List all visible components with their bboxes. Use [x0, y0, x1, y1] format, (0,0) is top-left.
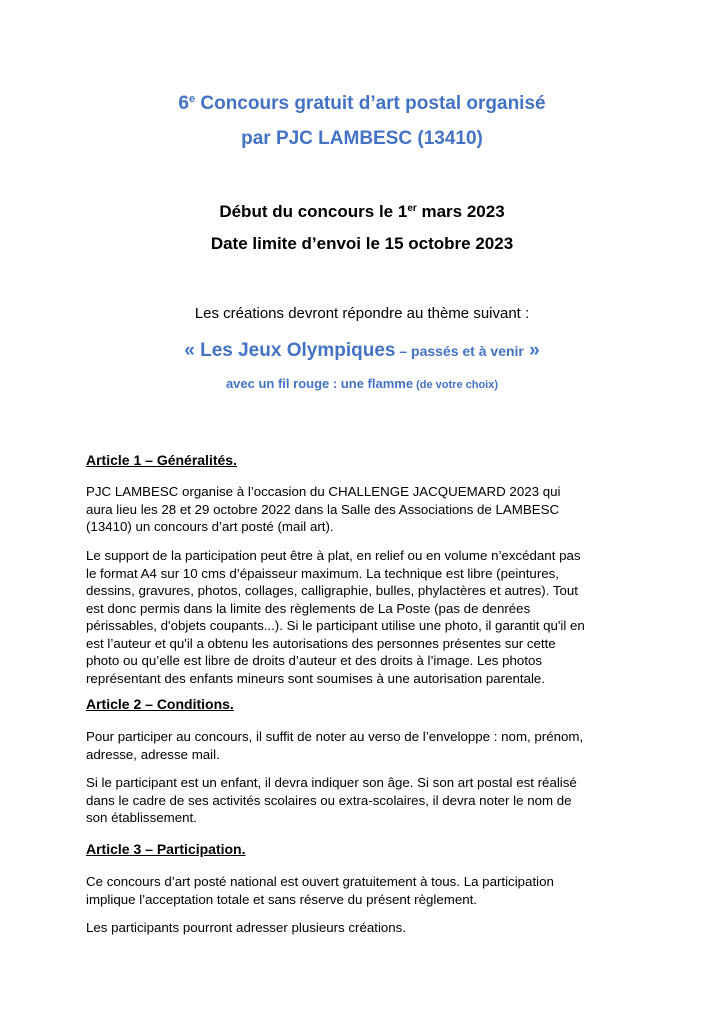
article-2-paragraph-2	[86, 774, 646, 827]
text-line: Pour participer au concours, il suffit de noter au verso de l’enveloppe : nom, prénom,	[86, 729, 584, 744]
article-1-heading: Article 1 – Généralités.	[86, 452, 237, 468]
article-1-paragraph-1	[86, 483, 646, 536]
subtheme-note: (de votre choix)	[413, 379, 499, 391]
article-2-heading: Article 2 – Conditions.	[86, 696, 234, 712]
title-ordinal-sup: e	[188, 93, 196, 105]
document-title-line1	[0, 88, 724, 115]
article-3-paragraph-2	[86, 919, 646, 937]
subtheme-main: avec un fil rouge : une flamme	[225, 376, 414, 391]
title-text: Concours gratuit d’art postal organisé	[195, 93, 546, 114]
article-3-heading: Article 3 – Participation.	[86, 841, 246, 857]
article-1-paragraph-2	[86, 547, 646, 687]
text-line: aura lieu les 28 et 29 octobre 2022 dans la Salle des Associations de LAMBESC	[86, 501, 560, 517]
text-line: (13410) un concours d’art posté (mail art).	[86, 519, 334, 534]
document-title-line2: par PJC LAMBESC (13410)	[241, 128, 483, 149]
text-line: est donc permis dans la limite des règlements de La Poste (pas de denrées	[86, 600, 531, 616]
text-line: adresse, adresse mail.	[86, 746, 220, 762]
deadline-line: Date limite d’envoi le 15 octobre 2023	[210, 234, 514, 253]
start-date-prefix: Début du concours le 1	[219, 202, 408, 221]
theme-detail: – passés et à venir	[395, 343, 524, 359]
theme-main: « Les Jeux Olympiques	[184, 340, 396, 361]
theme-intro: Les créations devront répondre au thème suivant :	[194, 305, 530, 322]
theme-title	[0, 340, 724, 363]
text-line: Les participants pourront adresser plusieurs créations.	[86, 920, 407, 935]
text-line: PJC LAMBESC organise à l’occasion du CHALLENGE JACQUEMARD 2023 qui	[86, 484, 561, 499]
text-line: dans le cadre de ses activités scolaires ou extra-scolaires, il devra noter le nom de	[86, 792, 572, 808]
text-line: photo ou qu’elle est libre de droits d’auteur et des droits à l’image. Les photos	[86, 653, 543, 668]
text-line: représentant des enfants mineurs sont soumises à une autorisation parentale.	[86, 670, 546, 686]
text-line: son établissement.	[86, 810, 197, 825]
text-line: Ce concours d’art posté national est ouvert gratuitement à tous. La participation	[86, 874, 554, 889]
text-line: le format A4 sur 10 cms d’épaisseur maximum. La technique est libre (peintures,	[86, 565, 559, 581]
article-2-paragraph-1	[86, 728, 646, 763]
text-line: implique l’acceptation totale et sans réserve du présent règlement.	[86, 891, 477, 907]
article-3-paragraph-1	[86, 873, 646, 908]
title-number: 6	[178, 93, 189, 114]
text-line: dessins, gravures, photos, collages, calligraphie, bulles, phylactères et autres). Tout	[86, 583, 579, 598]
start-date-line	[0, 199, 724, 222]
text-line: est l’auteur et qu'il a obtenu les autorisations des personnes présentes sur cette	[86, 635, 556, 651]
text-line: Si le participant est un enfant, il devra indiquer son âge. Si son art postal est réalisé	[86, 775, 577, 790]
start-date-sup: er	[407, 203, 417, 214]
text-line: périssables, d'objets coupants...). Si le participant utilise une photo, il garantit qu'il en	[86, 618, 585, 633]
text-line: Le support de la participation peut être à plat, en relief ou en volume n’excédant pas	[86, 548, 581, 563]
theme-close-quote: »	[523, 340, 540, 361]
start-date-suffix: mars 2023	[416, 202, 505, 221]
theme-subtitle	[0, 376, 724, 393]
